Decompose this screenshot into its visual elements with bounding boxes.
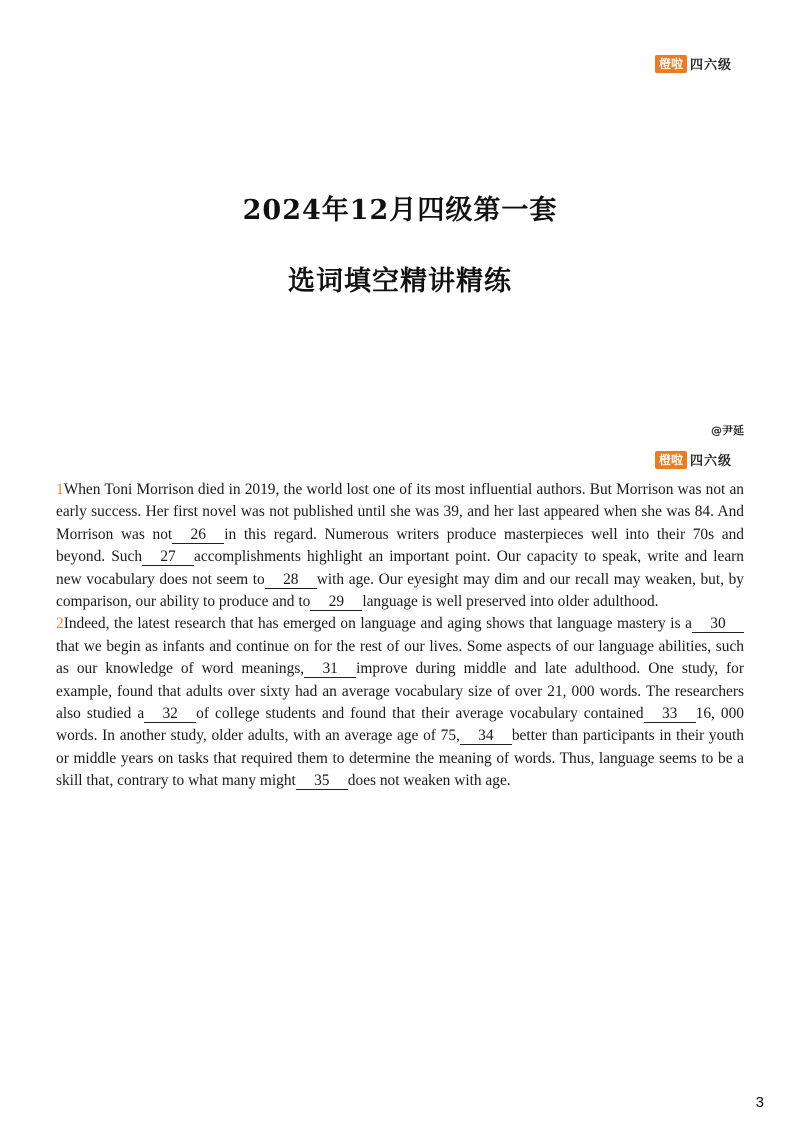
document-subtitle: 选词填空精讲精练 bbox=[288, 266, 512, 297]
blank-29[interactable]: 29 bbox=[310, 594, 362, 611]
paragraph-1 bbox=[56, 479, 744, 613]
document-title: 2024年12月四级第一套 bbox=[242, 195, 558, 226]
passage-text: with age. Our eyesight may dim and our recall may weaken, but, by comparison, our ability to produce and to bbox=[56, 570, 744, 611]
paragraph-number: 1 bbox=[56, 481, 64, 498]
passage-text: improve during middle and late adulthood. One study, for example, found that adults over sixty had an average vocabulary size of over 21, 000 words. The researchers also studied a bbox=[56, 660, 745, 723]
page-number: 3 bbox=[755, 1094, 764, 1111]
passage-text: accomplishments highlight an important point. Our capacity to speak, write and learn new vocabulary does not seem to bbox=[56, 548, 744, 588]
blank-31[interactable]: 31 bbox=[304, 661, 356, 678]
blank-26[interactable]: 26 bbox=[172, 527, 224, 544]
passage-text: When Toni Morrison died in 2019, the world lost one of its most influential authors. But Morrison was not an early success. Her first novel was not published until she was 39, and her last appeared when she was 84. And Morrison was not bbox=[56, 481, 744, 543]
brand-header bbox=[655, 54, 732, 73]
passage-text: better than participants in their youth or middle years on tasks that required them to determine the meaning of words. Thus, language seems to be a skill that, contrary to what many might bbox=[56, 727, 744, 790]
blank-32[interactable]: 32 bbox=[144, 706, 196, 723]
blank-27[interactable]: 27 bbox=[142, 549, 194, 566]
brand-logo: 橙啦 bbox=[655, 451, 687, 469]
blank-28[interactable]: 28 bbox=[265, 572, 317, 589]
blank-35[interactable]: 35 bbox=[296, 773, 348, 790]
passage-text: in this regard. Numerous writers produce masterpieces well into their 70s and beyond. Such bbox=[56, 525, 744, 566]
brand-logo: 橙啦 bbox=[655, 55, 687, 73]
author-credit: @尹延 bbox=[711, 424, 744, 437]
paragraph-2 bbox=[56, 613, 744, 792]
passage-text: of college students and found that their average vocabulary contained bbox=[196, 705, 644, 723]
passage-text: 16, 000 words. In another study, older adults, with an average age of 75, bbox=[56, 705, 744, 745]
passage-text: does not weaken with age. bbox=[347, 772, 511, 790]
brand-label: 四六级 bbox=[690, 454, 733, 469]
section-brand-badge bbox=[655, 450, 732, 469]
paragraph-number: 2 bbox=[56, 615, 64, 633]
reading-passage bbox=[56, 479, 744, 793]
brand-label: 四六级 bbox=[690, 58, 733, 73]
blank-33[interactable]: 33 bbox=[644, 706, 696, 723]
blank-30[interactable]: 30 bbox=[692, 616, 744, 633]
passage-text: Indeed, the latest research that has emerged on language and aging shows that language mastery is a bbox=[63, 615, 692, 633]
passage-text: language is well preserved into older adulthood. bbox=[362, 593, 659, 611]
blank-34[interactable]: 34 bbox=[460, 728, 512, 745]
passage-text: that we begin as infants and continue on for the rest of our lives. Some aspects of our language abilities, such as our knowledge of word meanings, bbox=[56, 637, 744, 678]
